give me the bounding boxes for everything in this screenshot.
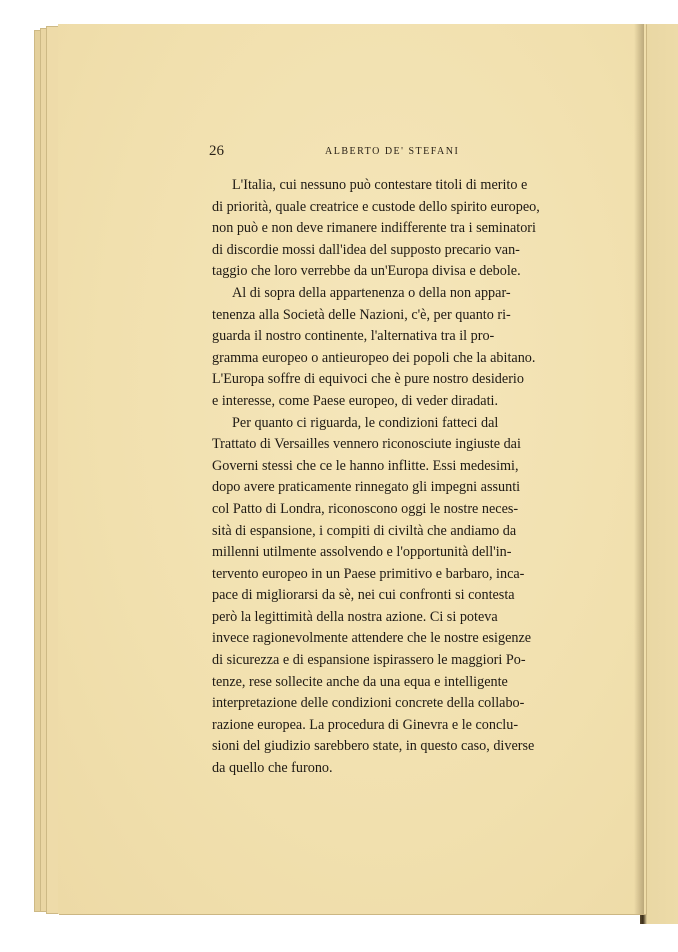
text-line: taggio che loro verrebbe da un'Europa divisa e debole. bbox=[212, 263, 521, 280]
page-header bbox=[0, 143, 678, 163]
text-line: tervento europeo in un Paese primitivo e barbaro, inca- bbox=[212, 565, 525, 582]
text-line: millenni utilmente assolvendo e l'opportunità dell'in- bbox=[212, 544, 512, 561]
text-line: e interesse, come Paese europeo, di veder diradati. bbox=[212, 392, 498, 409]
text-line: Per quanto ci riguarda, le condizioni fatteci dal bbox=[232, 414, 499, 431]
text-line: col Patto di Londra, riconoscono oggi le nostre neces- bbox=[212, 500, 519, 517]
text-line: dopo avere praticamente rinnegato gli impegni assunti bbox=[212, 479, 521, 496]
text-line: di discordie mossi dall'idea del supposto precario van- bbox=[212, 241, 520, 258]
text-line: Governi stessi che ce le hanno inflitte. Essi medesimi, bbox=[212, 457, 519, 474]
text-line: interpretazione delle condizioni concrete della collabo- bbox=[212, 695, 525, 712]
text-line: pace di migliorarsi da sè, nei cui confronti si contesta bbox=[212, 587, 515, 604]
text-line: da quello che furono. bbox=[212, 760, 333, 777]
running-head: ALBERTO DE' STEFANI bbox=[325, 146, 460, 157]
body-text bbox=[212, 175, 614, 780]
page-number: 26 bbox=[209, 143, 224, 159]
text-line: guarda il nostro continente, l'alternativa tra il pro- bbox=[212, 328, 495, 345]
text-line: di priorità, quale creatrice e custode dello spirito europeo, bbox=[212, 198, 540, 215]
text-line: però la legittimità della nostra azione. Ci si poteva bbox=[212, 608, 498, 625]
text-line: L'Europa soffre di equivoci che è pure nostro desiderio bbox=[212, 371, 524, 388]
text-line: tenenza alla Società delle Nazioni, c'è, per quanto ri- bbox=[212, 306, 511, 323]
text-line: sioni del giudizio sarebbero state, in questo caso, diverse bbox=[212, 738, 535, 755]
text-line: di sicurezza e di espansione ispirassero le maggiori Po- bbox=[212, 652, 526, 669]
text-line: non può e non deve rimanere indifferente tra i seminatori bbox=[212, 220, 536, 237]
text-line: gramma europeo o antieuropeo dei popoli che la abitano. bbox=[212, 349, 536, 366]
text-line: razione europea. La procedura di Ginevra e le conclu- bbox=[212, 716, 519, 733]
text-line: tenze, rese sollecite anche da una equa e intelligente bbox=[212, 673, 508, 690]
text-line: sità di espansione, i compiti di civiltà che andiamo da bbox=[212, 522, 517, 539]
text-line: L'Italia, cui nessuno può contestare titoli di merito e bbox=[232, 177, 528, 193]
text-line: Al di sopra della appartenenza o della non appar- bbox=[232, 284, 511, 301]
text-line: Trattato di Versailles vennero riconosciute ingiuste dai bbox=[212, 436, 521, 453]
text-line: invece ragionevolmente attendere che le nostre esigenze bbox=[212, 630, 532, 647]
